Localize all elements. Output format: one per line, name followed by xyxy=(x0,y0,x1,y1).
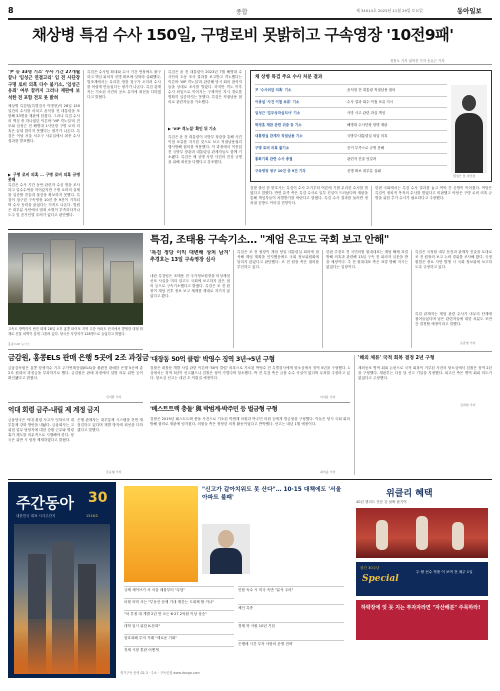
section-rule xyxy=(8,229,492,230)
weekly-list xyxy=(124,586,234,658)
summary-item: 尹 '수사외압 의혹' 기소 xyxy=(255,88,292,92)
story2-body-3: 한편 추경호 전 국민의힘 원내대표는 계엄 해제 표결 방해 의혹과 관련해 13일 구속 전 피의자 심문을 받을 예정이다. 추 전 원내대표 측은 표결 방해 지시는 없었다는 입장이다. xyxy=(326,250,408,269)
weekly-list-item[interactable]: 마찰 의미 사는 "부동산 문제 기대 재간는 도대체 할 거나" xyxy=(124,598,234,610)
section-rule xyxy=(8,402,143,403)
main-body-1: 채상병 특검팀(특별검사 이명현)이 28일 150일간의 수사를 마치고 윤석열 전 대통령을 포함해 33명을 재판에 넘겼다. 그러나 특검 수사의 핵심 중 하나였던 이른바 'VIP 격노설'의 전모와 임성근 전 해병대 1사단장 구명 로비 의혹은 끝내 밝히지 못했다는 평가가 나온다. 특검은 이날 서울 서초구 사무실에서 최종 수사 결과를 발표했다. xyxy=(8,104,80,143)
summary-row xyxy=(255,142,447,154)
summary-item: 통화기록 관련 수사 종결 xyxy=(255,157,293,161)
section-rule xyxy=(8,349,143,350)
promo-text: 두 팔 선수 작품 이 보여 전 매주 1일 xyxy=(416,570,473,574)
promo-badge-area xyxy=(356,562,488,596)
summary-item: 이종섭 '사건 이첩 보류' 기소 xyxy=(255,99,300,104)
header-rule xyxy=(8,18,492,20)
weekly-list-right xyxy=(238,586,344,658)
promo-bottom[interactable] xyxy=(356,600,488,640)
story3-byline: 신지환 기자 xyxy=(106,395,122,399)
summary-table-box xyxy=(250,70,492,182)
weekly-cover-image xyxy=(14,524,110,674)
summary-row xyxy=(255,96,447,108)
story2-byline: 손준영 기자 xyxy=(460,341,476,345)
story2-body-1: 내란 특검팀은 조태용 전 국가정보원장을 비상계엄 선포 사실을 미리 알고도 국회에 보고하지 않은 혐의 등으로 구속기소했다고 밝혔다. 특검은 조 전 원장이 계엄 전후 정보 보고 체계를 제대로 지키지 않았다고 봤다. xyxy=(150,274,230,298)
summary-detail: 사망 사고 관련 과실 책임 xyxy=(347,111,386,115)
col-divider xyxy=(245,70,246,225)
story4-body: 금융당국은 억대 횡령 사고가 잇따르자 내부통제 강화 방안을 내놨다. 금융회사는 고위험 업무 담당자에 대한 순환 근무와 명령 휴가 제도를 의무적으로 시행해야 한다. 당국은 위반 시 엄정 제재하겠다고 밝혔다. xyxy=(8,418,74,442)
weekly-feature-left-photo xyxy=(124,486,198,582)
weekly-ad[interactable] xyxy=(8,482,492,678)
col-divider xyxy=(83,70,84,225)
weekly-footer: 정기구독 문의 02-3 · 주소 · 구독신청 www.donga.com xyxy=(120,671,200,675)
summary-row xyxy=(255,165,447,177)
main-body-2: 특검은 수사 기간 동안 관련자 수십 명을 조사하고 압수수색을 이어갔지만 구명 로비의 실체를 입증할 진술과 물증을 확보하지 못했다. 특검이 청구한 구속영장 10건 중 9건이 기각되며 수사 동력을 잃었다는 지적도 나온다. 법원은 대부분 사안에서 범죄 소명이 부족하다거나 도주 및 증거인멸 우려가 없다고 판단했다. xyxy=(8,183,80,217)
summary-item: 임성근 '업무상과실치사' 기소 xyxy=(255,111,301,115)
weekly-list-item[interactable]: 체인 특종 xyxy=(238,604,344,622)
summary-row xyxy=(255,130,447,142)
summary-detail: 신병 확보 대부분 실패 xyxy=(347,168,381,173)
summary-row xyxy=(255,84,447,96)
story2-body-5: 특검 관계자는 계엄 관련 수사가 마무리 단계에 접어들었다며 남은 관련자들에 대한 처분도 조만간 결정할 예정이라고 말했다. xyxy=(415,312,492,326)
summary-item: 박정훈 재판 관련 위증 등 기소 xyxy=(255,122,302,127)
col-divider xyxy=(322,250,323,348)
mid-story2-body: 재외동포 병역 회피 논란으로 국적 회복이 거부된 사건의 항소심에서 검찰은 징역 2년을 구형했다. 재판부는 다음 달 선고 기일을 지정했다. 피고인 측은 병역 회피 의도가 없었다고 주장했다. xyxy=(358,366,492,380)
main-lead: '尹 등 33명 기소' 수사 기간 27개월 끝나 '임성근 연결고리' 임 전 사단장 구명 로비 의혹 다수 불기소, '임성근 유죄' 여부 끝까지 그러나 재판에 보석한 전 포함 전모 못 밝혀 xyxy=(8,70,80,101)
section-label: 종합 xyxy=(236,9,248,16)
main-body-4: 특검은 윤 전 대통령이 2023년 7월 해병대 수사단의 초동 조사 결과를 보고받고 격노했다는 이른바 'VIP 격노설'과 관련해 당시 회의 참석자들을 상대로 조사를 벌였다. 하지만 격노 이후 수사 외압으로 이어지는 구체적인 지시 경로를 명확히 입증하지는 못했다. 특검은 직권남용 혐의로 관련자들을 기소했다. xyxy=(168,70,242,104)
promo-sub: 40년 엘리트 전문 강 날짜 잡기여 xyxy=(356,500,407,504)
summary-row xyxy=(255,107,447,119)
weekly-list-item[interactable]: 규제 세이브가 서 서울 매물부터 "무덤" xyxy=(124,586,234,598)
promo-photo xyxy=(356,508,488,558)
col-divider xyxy=(354,355,355,475)
weekly-list-item[interactable]: 전세 시장 혼란 어떻게 xyxy=(124,646,234,658)
mid-story-byline: 이지윤 기자 xyxy=(320,395,336,399)
page-header xyxy=(8,6,492,18)
weekly-list-item[interactable]: 암호화폐 투자 거래 "새로운 기회" xyxy=(124,634,234,646)
main-headline: 채상병 특검 수사 150일, 구명로비 못밝히고 구속영장 '10전9패' xyxy=(32,26,454,44)
mid-story2-headline: '해외 체류' 국적 회복 결정 2년 구형 xyxy=(358,356,435,361)
weekly-sub: 대한민국 대표 시사주간지 xyxy=(16,514,56,518)
promo-label: Special xyxy=(362,574,399,584)
portrait-silhouette xyxy=(451,85,487,173)
fire-photo xyxy=(8,233,143,325)
promo-bottom-text: 하락장에 잇 못 지는 투자자라면 "자산배분" 주목하라! xyxy=(361,605,481,611)
col-divider xyxy=(371,186,372,226)
summary-detail: 수사 결과 회수·이첩 보류 지시 xyxy=(347,99,394,104)
page-number: 8 xyxy=(8,6,14,15)
mid-story-headline: '대장동 50억 클럽' 박영수 징역 3년→5년 구형 xyxy=(150,355,275,363)
weekly-anniv: 30 xyxy=(88,490,108,506)
summary-item: 구속영장 청구 10건 중 9건 기각 xyxy=(255,168,306,173)
story4-byline: 조응형 기자 xyxy=(106,470,122,474)
summary-detail: 윤석열 전 대통령 직권남용 혐의 xyxy=(347,88,396,92)
section-rule xyxy=(150,351,492,352)
story2-headline: 특검, 조태용 구속기소… "계엄 은고도 국회 보고 안해" xyxy=(150,234,389,246)
photo-credit: 홍콩=AP 뉴시스 xyxy=(8,342,30,346)
masthead-logo: 동아일보 xyxy=(457,7,482,15)
weekly-feature-headline: "신고가 갈아치워도 못 산다"… 10·15 대책에도 '서울 아파트 불패' xyxy=(202,487,342,501)
summary-detail: 국방부·대통령실 외압 의혹 xyxy=(347,134,388,138)
weekly-list-item[interactable]: "차 부정 대 개발 2년 만 오는 6·27 2억원 이상 상승" xyxy=(124,610,234,622)
promo-title: 위클리 혜택 xyxy=(386,489,433,499)
weekly-list-item[interactable]: 인탑 독수 시 미국 속만 "분석 주의" xyxy=(238,586,344,604)
bottom-mid-byline: 최미송 기자 xyxy=(320,470,336,474)
summary-detail: 증거 부족으로 규명 못해 xyxy=(347,145,385,150)
main-body-7: 한편 국회에서는 특검 수사 결과를 놓고 여야 간 공방이 이어졌다. 여당은 특검이 정치적 목적의 수사를 벌였다고 비판했고 야당은 구명 로비 의혹 규명을 위한 추가 수사가 필요하다고 주장했다. xyxy=(375,186,492,200)
weekly-issue: 1516호 xyxy=(86,514,99,518)
story3-headline: 금감원, 홍콩ELS 판매 은행 5곳에 2조 과징금 xyxy=(8,353,149,362)
weekly-list-item[interactable]: 대학 입시 위한 K-문화" xyxy=(124,622,234,634)
summary-table-rows xyxy=(255,84,447,176)
story2-body-2: 특검은 조 전 원장이 계엄 당일 대통령실 회의에 참석해 계엄 계획을 인지했음에도 국회 정보위원회에 알리지 않았다고 판단했다. 조 전 원장 측은 혐의를 부인하고 있다. xyxy=(237,250,319,269)
weekly-feature-person xyxy=(202,524,250,574)
col-divider xyxy=(164,70,165,225)
story2-body-4: 특검은 국정원 내부 문건과 관계자 진술을 토대로 조 전 원장의 보고 누락 경위를 조사해 왔다. 국정원법은 중요 사안 발생 시 국회 정보위에 보고하도록 규정하고 있다. xyxy=(415,250,492,269)
summary-item: 구명 로비 의혹 불기소 xyxy=(255,145,290,150)
story2-subhead: '특검 정당 이익 대변해 상처 남겨' 추경호는 13일 구속영장 심사 xyxy=(150,250,230,263)
main-body-5: 특검은 윤 전 대통령이 국방부 장관을 통해 사건 이첩 보류를 지시한 것으로 보고 직권남용권리행사방해 혐의를 적용했다. 이 과정에서 이종섭 전 국방부 장관과 대통령실 관계자들도 함께 기소됐다. 특검은 채 상병 사망 사건의 진상 규명을 위해 최선을 다했다고 강조했다. xyxy=(168,135,242,164)
summary-item: 대통령실 관계자 직권남용 기소 xyxy=(255,134,303,138)
story4-body-2: 은행 관계자는 내부통제 시스템을 전면 재점검하고 있다며 재발 방지에 최선을 다하겠다고 말했다. xyxy=(77,418,143,432)
weekly-list-item[interactable]: 은행에 시간 투자 사람의 운명 전략 xyxy=(238,640,344,658)
col-divider xyxy=(411,250,412,348)
bottom-mid-body: 검찰은 2019년 패스트트랙 충돌 사건으로 기소된 박범계 의원과 박주민 의원 등에게 벌금형을 구형했다. 이들은 당시 국회 회의 방해 혐의로 재판에 넘겨졌다. 의원들 측은 정당한 의정 활동이었다고 반박했다. 선고는 내년 1월 예정이다. xyxy=(150,417,350,426)
promo-badge: 창간 30주년 xyxy=(360,566,380,570)
date-line: 제 34014호 2025년 11월 29일 토요일 xyxy=(356,8,423,13)
mid-story-body: 검찰은 대장동 개발 사업 관련 이른바 '50억 클럽' 의혹으로 기소된 박영수 전 특별검사에게 항소심에서 징역 5년을 구형했다. 1심에서는 징역 3년이 선고됐으나 검찰은 형이 가볍다며 항소했다. 박 전 특검 측은 금품 수수 사실이 없다며 무죄를 주장하고 있다. 항소심 선고는 내년 초 이뤄질 예정이다. xyxy=(150,366,350,380)
main-byline: 정봉오 기자 권혁진 기자 송유근 기자 xyxy=(390,59,445,63)
main-body-3: 특검은 수사팀 확대와 수사 기간 연장에도 불구하고 핵심 피의자 신병 확보에 잇따라 실패했다. 법조계에서는 무리한 영장 청구가 오히려 수사를 어렵게 만들었다는 평가가 나온다. 특검 관계자는 기소된 사건의 공소 유지에 최선을 다하겠다고 밝혔다. xyxy=(87,70,161,99)
ad-rule xyxy=(8,479,492,480)
weekly-name: 주간동아 xyxy=(16,494,74,512)
story3-body: 금융감독원은 홍콩 항셍지수 기초 주가연계증권(ELS)을 불완전 판매한 은행 5곳에 총 2조 원대의 과징금을 부과하기로 했다. 금감원은 판매 과정에서 설명 의무 위반 등이 확인됐다고 밝혔다. xyxy=(8,366,143,380)
story4-headline: 억대 회령 금주-내릴 제 계정 금지 xyxy=(8,406,100,414)
col-divider xyxy=(233,250,234,348)
weekly-promo[interactable] xyxy=(352,482,492,678)
portrait-caption: 임성근 전 사단장 xyxy=(453,174,476,178)
photo-caption: 고속도 방벽까지 번진 화재 28일 오후 홍콩 타이포 지역 고층 아파트 단지에서 발생한 대형 화재로 건물 외벽이 검게 그을려 있다. 당국은 사망자가 128명으로 늘었다고 밝혔다. xyxy=(8,327,143,336)
section-rule xyxy=(150,402,350,403)
summary-row xyxy=(255,119,447,131)
main-body-6: 검찰 출신 한 변호사는 특검이 수사 초기부터 여론에 기댄 무리한 수사를 벌였다고 말했다. 반면 유족 측은 특검 수사로 일부 진실이 드러났다며 재판을 통해 책임자들이 처벌받기를 바란다고 밝혔다. 특검 수사 결과를 둘러싼 정치권 공방도 이어질 전망이다. xyxy=(250,186,368,205)
weekly-feature[interactable] xyxy=(120,482,348,678)
summary-table-title: 채 상병 특검 주요 수사 처분 결과 xyxy=(255,75,323,80)
headline-rule xyxy=(8,64,492,65)
summary-detail: 관련자 진술 엇갈려 xyxy=(347,157,377,161)
main-subhead-1: ▶ 구명 로비 의혹 … 구명 로비 의혹 규명 못해 xyxy=(8,172,80,182)
weekly-logo-panel[interactable] xyxy=(8,482,116,678)
weekly-list-item[interactable]: 경제 학 사원 10년 기념 xyxy=(238,622,344,640)
mid-story2-byline: 김자현 기자 xyxy=(460,403,476,407)
summary-detail: 해병대 수사단장 항명 재판 xyxy=(347,122,388,127)
summary-row xyxy=(255,153,447,165)
bottom-mid-headline: '베스트트랙 충돌' 與 박범계·박주민 등 벌금형 구형 xyxy=(150,406,278,413)
main-subhead-2: ▶ 'VIP 격노설' 확인 뒤 기소 xyxy=(168,126,217,131)
